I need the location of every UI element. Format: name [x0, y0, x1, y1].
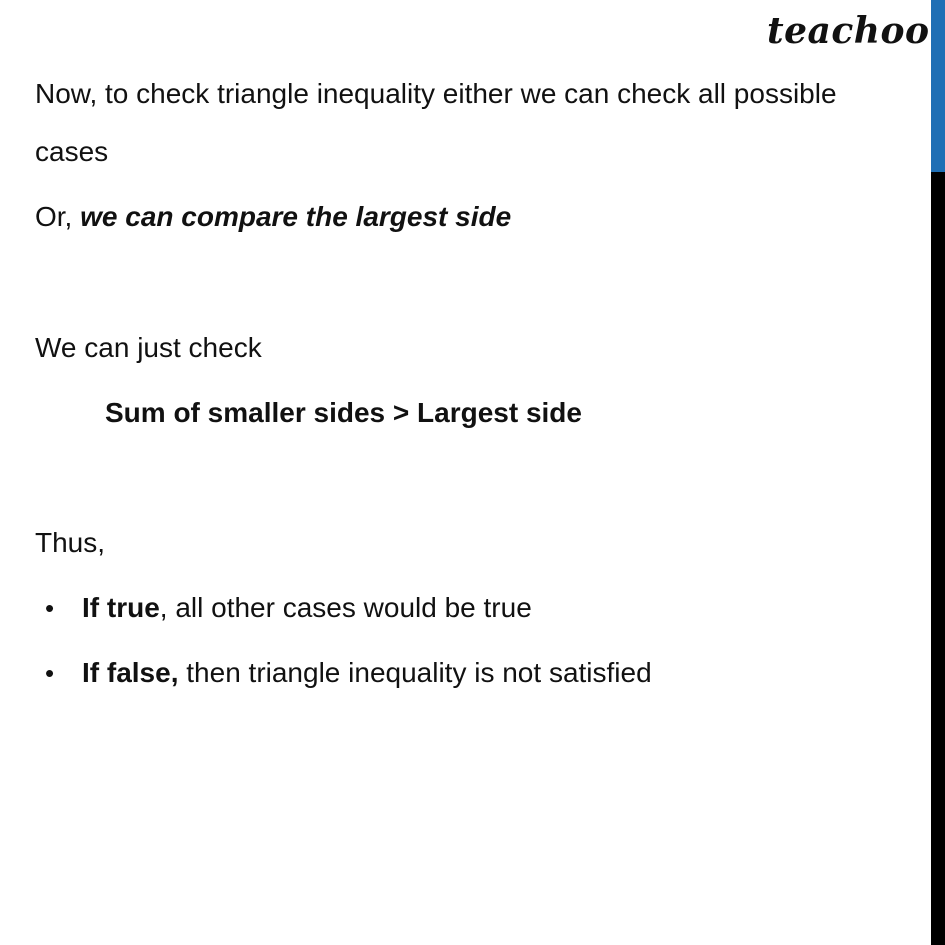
bullet-2-rest: then triangle inequality is not satisfied: [178, 657, 652, 688]
bullet-2-bold: If false,: [82, 657, 179, 688]
thus-line: Thus,: [35, 527, 106, 558]
bullet-1-rest: , all other cases would be true: [159, 592, 532, 623]
intro-line-2: cases: [35, 136, 109, 167]
compare-emphasis: we can compare the largest side: [80, 201, 512, 232]
bullet-2-text: [82, 656, 652, 690]
compare-line: [35, 200, 511, 234]
bullet-1-bold: If true: [82, 592, 160, 623]
sidebar-accent: [931, 0, 945, 172]
bullet-1-symbol: •: [45, 593, 55, 623]
rule-statement: Sum of smaller sides > Largest side: [105, 397, 582, 428]
bullet-2-symbol: •: [45, 658, 55, 688]
check-line: We can just check: [35, 332, 262, 363]
teachoo-logo: teachoo: [767, 10, 930, 52]
right-sidebar-bar: [931, 0, 945, 945]
compare-prefix: Or,: [35, 201, 81, 232]
bullet-1-text: [82, 591, 532, 625]
intro-line-1: Now, to check triangle inequality either we can check all possible: [35, 78, 837, 109]
